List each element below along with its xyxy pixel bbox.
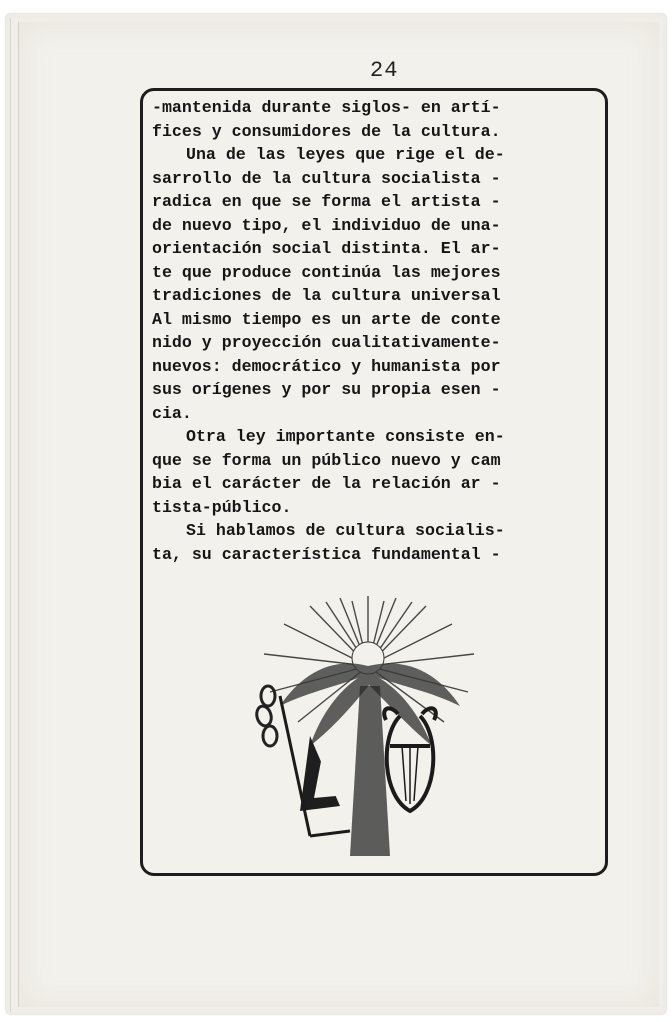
text-line	[152, 543, 604, 567]
text-line-content: nuevos: democrático y humanista por	[152, 356, 501, 376]
text-line	[152, 167, 604, 191]
text-line-content: cia.	[152, 403, 192, 423]
text-line-content: sarrollo de la cultura socialista -	[152, 168, 501, 188]
text-line-content: tista-público.	[152, 497, 292, 517]
text-line	[152, 378, 604, 402]
text-line-content: de nuevo tipo, el individuo de una-	[152, 215, 501, 235]
text-line	[152, 425, 604, 449]
text-line	[152, 449, 604, 473]
text-line-content: Otra ley importante consiste en-	[186, 427, 505, 446]
text-line	[152, 143, 604, 167]
text-line-content: bia el carácter de la relación ar -	[152, 474, 501, 493]
lyre-and-radiant-sun-illustration	[240, 596, 500, 866]
text-line	[152, 308, 604, 332]
text-line-content: fices y consumidores de la cultura.	[152, 121, 501, 141]
text-line-content: nido y proyección cualitativamente-	[152, 333, 501, 352]
text-line-content: que se forma un público nuevo y cam	[152, 450, 501, 470]
text-line	[152, 355, 604, 379]
text-line	[152, 519, 604, 543]
text-line-content: orientación social distinta. El ar-	[152, 239, 501, 258]
text-line	[152, 261, 604, 285]
text-line	[152, 284, 604, 308]
text-line-content: te que produce continúa las mejores	[152, 262, 501, 282]
body-text	[152, 96, 604, 566]
page-number: 24	[370, 58, 399, 83]
text-line	[152, 496, 604, 520]
text-line	[152, 237, 604, 261]
text-line	[152, 402, 604, 426]
text-line	[152, 120, 604, 144]
text-line	[152, 214, 604, 238]
text-line	[152, 472, 604, 496]
text-line	[152, 331, 604, 355]
text-line-content: -mantenida durante siglos- en artí-	[152, 98, 501, 117]
text-line-content: Al mismo tiempo es un arte de conte	[152, 309, 501, 329]
text-line	[152, 190, 604, 214]
text-line-content: radica en que se forma el artista -	[152, 192, 501, 211]
text-line-content: sus orígenes y por su propia esen -	[152, 380, 501, 399]
text-line-content: Una de las leyes que rige el de-	[186, 145, 505, 164]
text-line-content: ta, su característica fundamental -	[152, 544, 501, 564]
text-line	[152, 96, 604, 120]
text-line-content: Si hablamos de cultura socialis-	[186, 521, 505, 540]
text-line-content: tradiciones de la cultura universal	[152, 286, 501, 305]
